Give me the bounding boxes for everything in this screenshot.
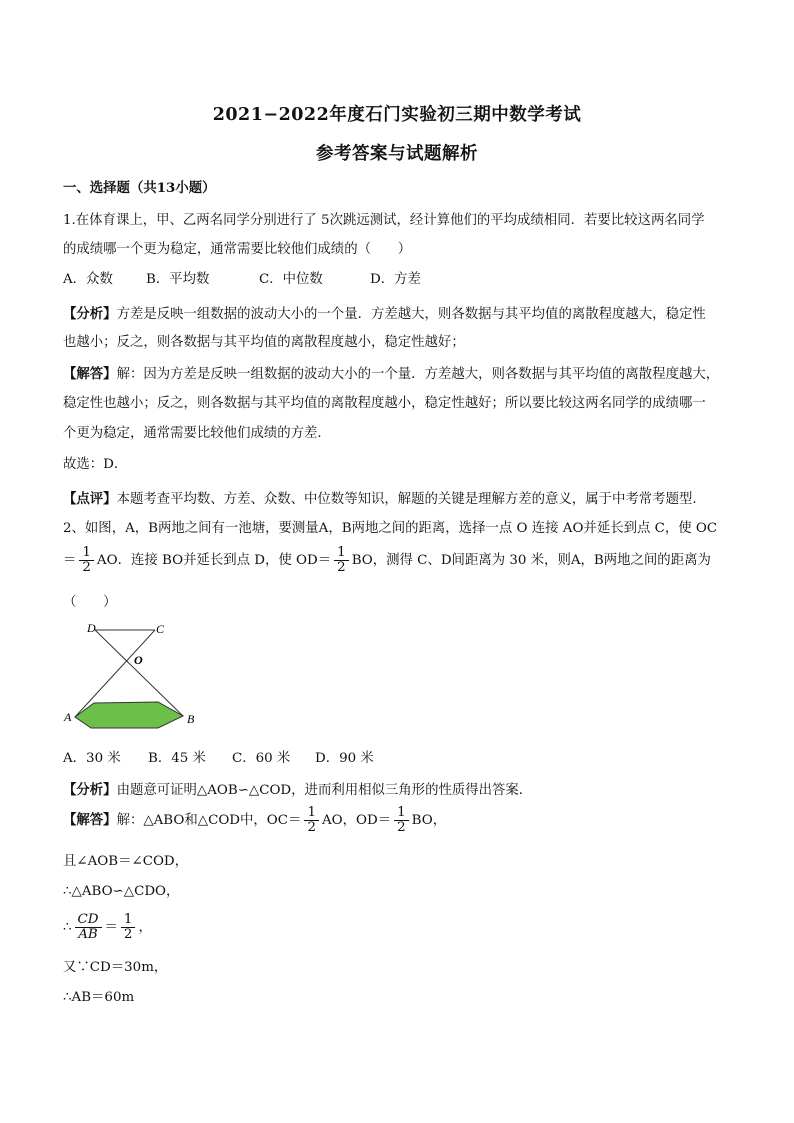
q1-choice-d: D．方差 xyxy=(370,272,421,287)
q1-analysis-text-1: 方差是反映一组数据的波动大小的一个量．方差越大，则各数据与其平均值的离散程度越大，稳定性 xyxy=(116,307,706,322)
q2-choices xyxy=(63,749,374,769)
label-c: C xyxy=(156,622,165,636)
q2-solution-tag: 【解答】 xyxy=(63,812,117,829)
q2-step-3 xyxy=(63,913,152,942)
fraction-denominator: 2 xyxy=(123,927,133,943)
q2-choice-a: A．30 米 xyxy=(63,751,121,766)
q2-analysis xyxy=(63,780,532,801)
section-heading: 一、选择题（共13小题） xyxy=(63,180,216,196)
q1-stem-line-2: 的成绩哪一个更为稳定，通常需要比较他们成绩的（ ） xyxy=(63,242,412,257)
label-d: D xyxy=(87,621,96,635)
exam-subtitle: 参考答案与试题解析 xyxy=(316,144,478,164)
q2-step-2: ∴△ABO∽△CDO， xyxy=(63,884,180,899)
label-b: B xyxy=(187,712,195,726)
q2-step-1: 且∠AOB＝∠COD， xyxy=(63,854,189,869)
q2-choice-c: C．60 米 xyxy=(232,751,291,766)
q2-solution-line-1 xyxy=(63,806,446,835)
q2-solution-fraction-2 xyxy=(394,806,409,835)
q2-analysis-tag: 【分析】 xyxy=(63,782,117,798)
q1-solution-text-1: 解：因为方差是反映一组数据的波动大小的一个量．方差越大，则各数据与其平均值的离散程度越大， xyxy=(116,367,720,382)
q2-stem-line-1: 2、如图，A，B两地之间有一池塘，要测量A，B两地之间的距离，选择一点 O 连接 AO并延长到点 C，使 OC xyxy=(63,521,718,536)
fraction-denominator: AB xyxy=(78,927,98,943)
exam-title: 2021−2022年度石门实验初三期中数学考试 xyxy=(212,105,582,125)
fraction-denominator: 2 xyxy=(337,560,346,576)
q1-analysis-tag: 【分析】 xyxy=(63,306,117,322)
therefore-symbol: ∴ xyxy=(63,920,72,936)
fraction-numerator: 1 xyxy=(79,546,94,561)
q2-choice-b: B．45 米 xyxy=(148,751,206,766)
q1-choice-b: B．平均数 xyxy=(146,272,210,287)
fraction-numerator: 1 xyxy=(121,913,136,928)
q1-comment-tag: 【点评】 xyxy=(63,491,117,507)
q1-choice-c: C．中位数 xyxy=(259,272,323,287)
q1-comment-text: 本题考查平均数、方差、众数、中位数等知识，解题的关键是理解方差的意义，属于中考常考题型． xyxy=(116,492,706,507)
q1-solution-line-2: 稳定性也越小；反之，则各数据与其平均值的离散程度越小，稳定性越好；所以要比较这两名同学的成绩哪一 xyxy=(63,396,706,411)
q1-choices xyxy=(63,270,421,290)
q1-answer: 故选：D． xyxy=(63,457,128,472)
q1-analysis-line-2: 也越小；反之，则各数据与其平均值的离散程度越小，稳定性越好； xyxy=(63,335,465,350)
fraction-denominator: 2 xyxy=(307,820,316,836)
q2-stem-tail: BO，测得 C、D间距离为 30 米，则A，B两地之间的距离为 xyxy=(351,553,711,569)
fraction-numerator: CD xyxy=(75,913,102,928)
q2-ratio-tail: ， xyxy=(138,920,152,936)
q2-ratio-fraction xyxy=(75,913,102,942)
q2-step-5: ∴AB＝60m xyxy=(63,990,135,1005)
fraction-numerator: 1 xyxy=(394,806,409,821)
q1-solution-line-3: 个更为稳定，通常需要比较他们成绩的方差． xyxy=(63,426,331,441)
q2-stem-line-2 xyxy=(63,546,711,575)
q1-comment xyxy=(63,489,706,510)
q1-solution-line-1 xyxy=(63,364,719,385)
q2-stem-fraction-2 xyxy=(334,546,349,575)
q2-analysis-text: 由题意可证明△AOB∽△COD，进而利用相似三角形的性质得出答案． xyxy=(116,783,533,798)
fraction-numerator: 1 xyxy=(304,806,319,821)
q2-stem-mid: AO．连接 BO并延长到点 D，使 OD＝ xyxy=(96,553,332,569)
q2-ratio-eq: ＝ xyxy=(104,920,118,936)
pond-shape xyxy=(75,702,183,728)
q2-choice-d: D．90 米 xyxy=(315,751,374,766)
q2-solution-a: 解：△ABO和△COD中，OC＝ xyxy=(116,813,302,829)
q2-ratio-value xyxy=(121,913,136,942)
q1-stem-line-1: 1.在体育课上，甲、乙两名同学分别进行了 5次跳远测试，经计算他们的平均成绩相同．若要比较这两名同学 xyxy=(63,213,705,228)
q2-solution-b: AO，OD＝ xyxy=(321,813,392,829)
q1-choice-a: A．众数 xyxy=(63,272,113,287)
pond-figure xyxy=(63,617,203,732)
q1-analysis-line-1 xyxy=(63,304,706,325)
q2-step-4: 又∵CD＝30m， xyxy=(63,960,168,975)
fraction-numerator: 1 xyxy=(334,546,349,561)
fraction-denominator: 2 xyxy=(397,820,406,836)
q2-stem-eq: ＝ xyxy=(63,553,77,569)
fraction-denominator: 2 xyxy=(82,560,91,576)
q1-solution-tag: 【解答】 xyxy=(63,366,117,382)
q2-stem-fraction-1 xyxy=(79,546,94,575)
label-o: O xyxy=(134,653,143,667)
q2-stem-line-3: （ ） xyxy=(63,595,117,610)
q2-solution-c: BO， xyxy=(411,813,447,829)
label-a: A xyxy=(64,710,72,724)
q2-solution-fraction-1 xyxy=(304,806,319,835)
